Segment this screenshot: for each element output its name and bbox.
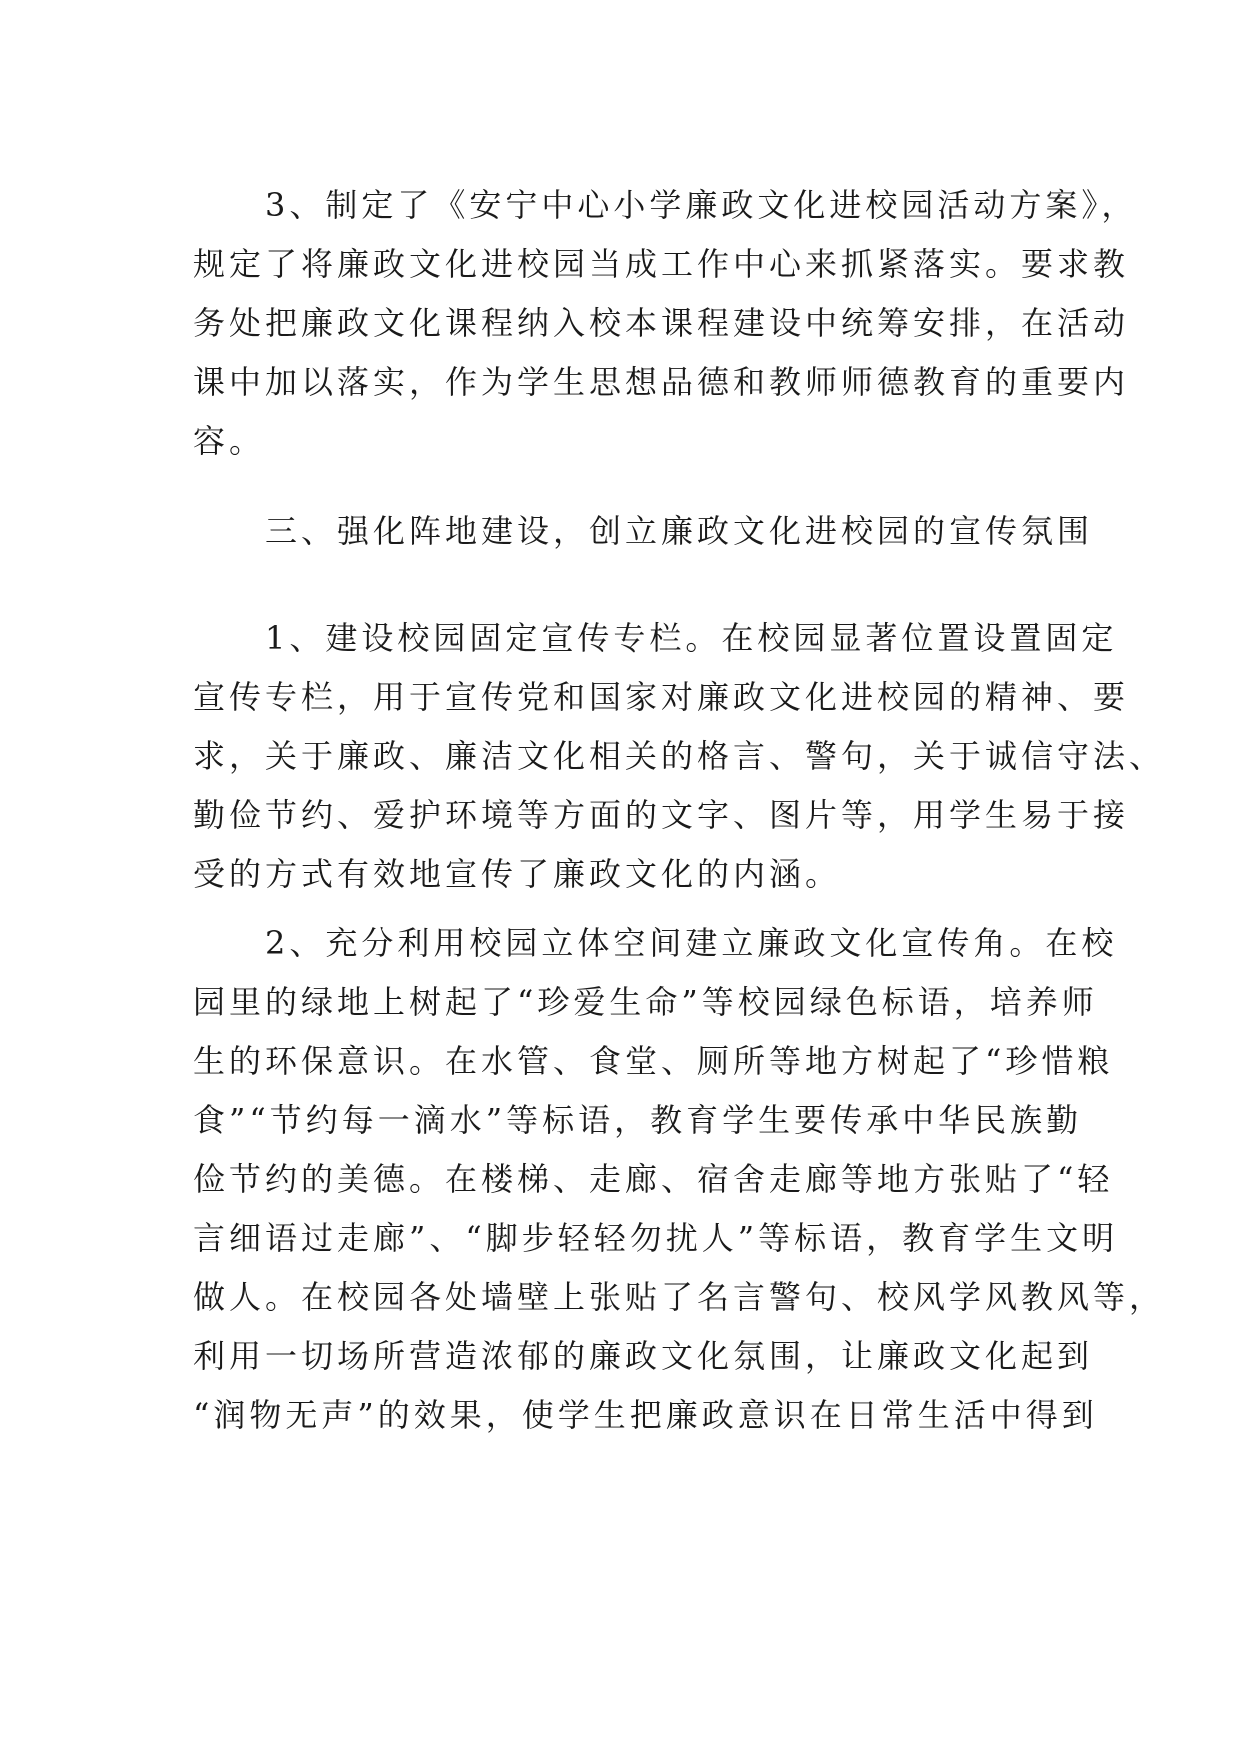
text-line: 求，关于廉政、廉洁文化相关的格言、警句，关于诚信守法、 <box>193 737 1166 775</box>
text-line: 勤俭节约、爱护环境等方面的文字、图片等，用学生易于接 <box>193 796 1130 834</box>
text-line: 宣传专栏，用于宣传党和国家对廉政文化进校园的精神、要 <box>193 678 1130 716</box>
text-line: 容。 <box>193 422 266 460</box>
heading-text: 三、强化阵地建设，创立廉政文化进校园的宣传氛围 <box>193 512 1094 550</box>
text-line: 3、制定了《安宁中心小学廉政文化进校园活动方案》， <box>193 186 1138 224</box>
text-line: “润物无声”的效果，使学生把廉政意识在日常生活中得到 <box>193 1396 1098 1434</box>
text-line: 务处把廉政文化课程纳入校本课程建设中统筹安排，在活动 <box>193 304 1130 342</box>
text-line: 言细语过走廊”、“脚步轻轻勿扰人”等标语，教育学生文明 <box>193 1219 1119 1257</box>
paragraph-promotion-corner <box>193 914 1166 1445</box>
paragraph-bulletin-board <box>193 609 1166 904</box>
paragraph-regulation-plan <box>193 176 1138 471</box>
text-line: 园里的绿地上树起了“珍爱生命”等校园绿色标语，培养师 <box>193 983 1098 1021</box>
text-line: 俭节约的美德。在楼梯、走廊、宿舍走廊等地方张贴了“轻 <box>193 1160 1114 1198</box>
text-line: 生的环保意识。在水管、食堂、厕所等地方树起了“珍惜粮 <box>193 1042 1114 1080</box>
section-heading <box>193 502 1094 561</box>
text-line: 规定了将廉政文化进校园当成工作中心来抓紧落实。要求教 <box>193 245 1130 283</box>
text-line: 受的方式有效地宣传了廉政文化的内涵。 <box>193 855 842 893</box>
text-line: 做人。在校园各处墙壁上张贴了名言警句、校风学风教风等， <box>193 1278 1166 1316</box>
text-line: 2、充分利用校园立体空间建立廉政文化宣传角。在校 <box>193 924 1118 962</box>
text-line: 课中加以落实，作为学生思想品德和教师师德教育的重要内 <box>193 363 1130 401</box>
text-line: 食”“节约每一滴水”等标语，教育学生要传承中华民族勤 <box>193 1101 1083 1139</box>
text-line: 1、建设校园固定宣传专栏。在校园显著位置设置固定 <box>193 619 1118 657</box>
text-line: 利用一切场所营造浓郁的廉政文化氛围，让廉政文化起到 <box>193 1337 1094 1375</box>
